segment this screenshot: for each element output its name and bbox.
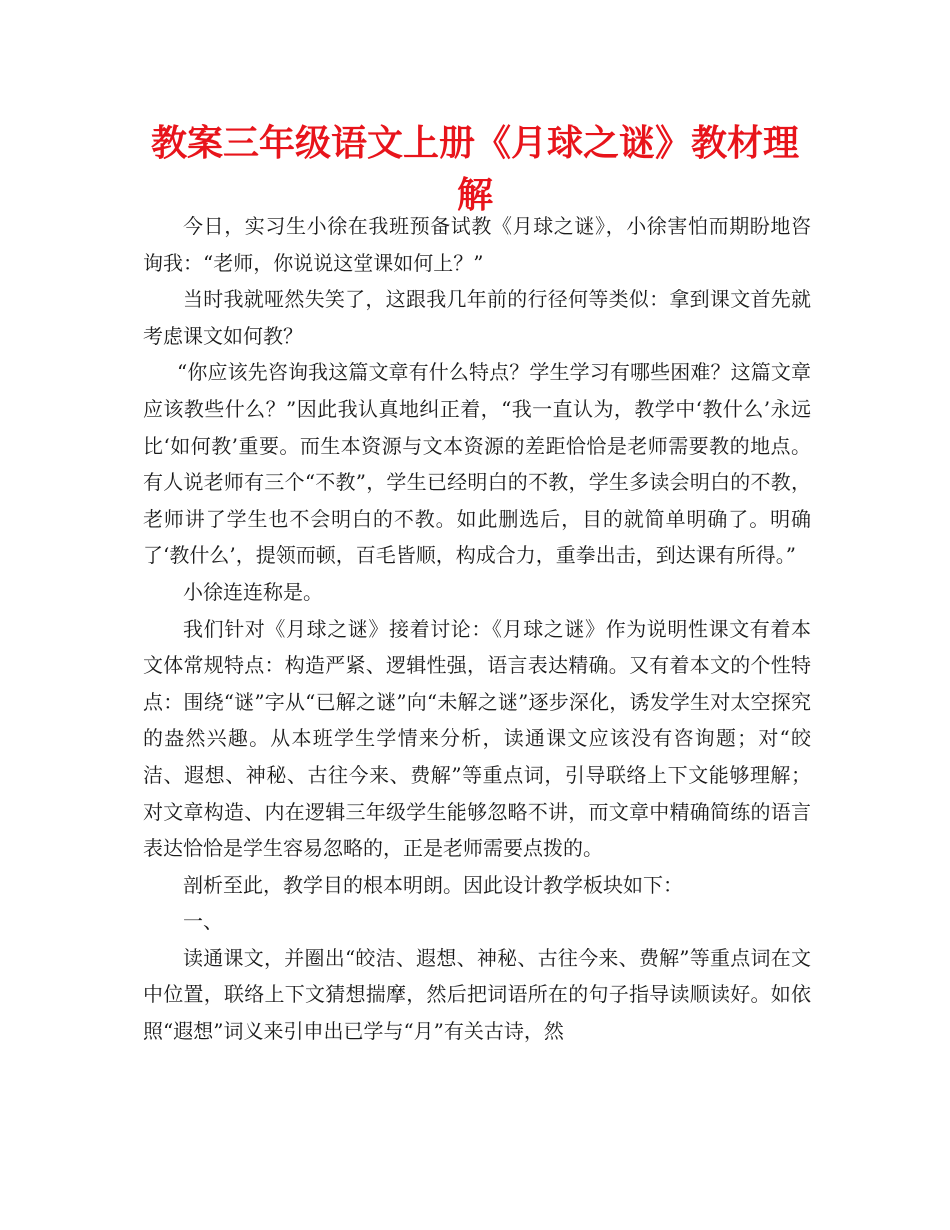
document-body bbox=[143, 208, 811, 1050]
paragraph: 我们针对《月球之谜》接着讨论：《月球之谜》作为说明性课文有着本文体常规特点：构造严紧、逻辑性强，语言表达精确。又有着本文的个性特点：围绕“谜”字从“已解之谜”向“未解之谜”逐步深化，诱发学生对太空探究的盎然兴趣。从本班学生学情来分析，读通课文应该没有咨询题；对“皎洁、遐想、神秘、古往今来、费解”等重点词，引导联络上下文能够理解；对文章构造、内在逻辑三年级学生能够忽略不讲，而文章中精确简练的语言表达恰恰是学生容易忽略的，正是老师需要点拨的。 bbox=[143, 616, 811, 861]
paragraph: “你应该先咨询我这篇文章有什么特点？学生学习有哪些困难？这篇文章应该教些什么？”因此我认真地纠正着，“我一直认为，教学中‘教什么’永远比‘如何教’重要。而生本资源与文本资源的差距恰恰是老师需要教的地点。有人说老师有三个“不教”，学生已经明白的不教，学生多读会明白的不教，老师讲了学生也不会明白的不教。如此删选后，目的就简单明确了。明确了‘教什么’，提领而顿，百毛皆顺，构成合力，重拳出击，到达课有所得。” bbox=[143, 360, 811, 568]
paragraph: 一、 bbox=[183, 909, 223, 934]
paragraph: 读通课文，并圈出“皎洁、遐想、神秘、古往今来、费解”等重点词在文中位置，联络上下文猜想揣摩，然后把词语所在的句子指导读顺读好。如依照“遐想”词义来引申出已学与“月”有关古诗，然 bbox=[143, 945, 811, 1044]
paragraph: 剖析至此，教学目的根本明朗。因此设计教学板块如下： bbox=[183, 872, 683, 897]
paragraph: 当时我就哑然失笑了，这跟我几年前的行径何等类似：拿到课文首先就考虑课文如何教？ bbox=[143, 287, 811, 348]
paragraph: 小徐连连称是。 bbox=[183, 579, 323, 604]
document-title: 教案三年级语文上册《月球之谜》教材理解 bbox=[150, 123, 799, 216]
paragraph: 今日，实习生小徐在我班预备试教《月球之谜》，小徐害怕而期盼地咨询我：“老师，你说说这堂课如何上？” bbox=[143, 214, 811, 275]
